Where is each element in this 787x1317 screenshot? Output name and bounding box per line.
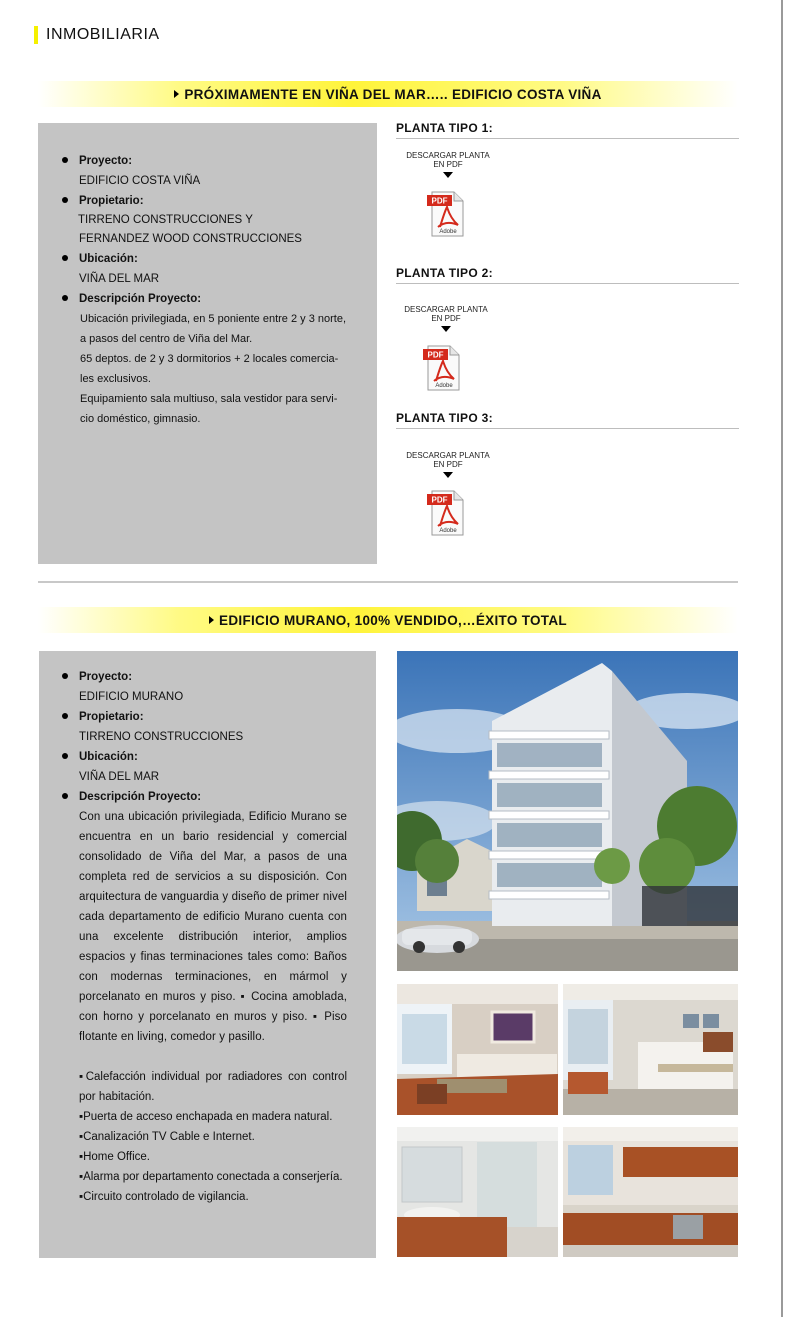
download-text: EN PDF	[433, 160, 463, 169]
murano-descripcion: Con una ubicación privilegiada, Edificio Murano se encuentra en un bario residencial y comercial consolidado de Viña del Mar, a pasos de una completa red de servicios a su disposición. Con arquitectura de vanguardia y diseño de primer nivel cada departamento de edificio Murano cuenta con una excelente distribución interior, amplios espacios y finas terminaciones tales como: Baños con modernas terminaciones, en mármol y porcelanato en muros y piso. ▪ Cocina amoblada, con horno y porcelanato en muros y piso. ▪ Piso flotante en living, comedor y pasillo.	[79, 811, 347, 1043]
costa-desc-line: 65 deptos. de 2 y 3 dormitorios + 2 locales comercia-	[80, 353, 339, 365]
costa-descripcion	[80, 309, 359, 429]
murano-info	[79, 667, 347, 1207]
adobe-label: Adobe	[439, 528, 457, 534]
costa-banner-text: PRÓXIMAMENTE EN VIÑA DEL MAR….. EDIFICIO COSTA VIÑA	[184, 86, 602, 102]
pdf-icon[interactable]	[427, 490, 465, 536]
murano-propietario-label: Propietario:	[79, 707, 347, 727]
murano-banner	[38, 607, 738, 633]
murano-proyecto-label: Proyecto:	[79, 667, 347, 687]
planta-tipo-2-heading: PLANTA TIPO 2:	[396, 266, 739, 284]
costa-desc-line: a pasos del centro de Viña del Mar.	[80, 333, 253, 345]
triangle-right-icon	[209, 616, 214, 624]
kitchen-photo	[563, 1127, 738, 1257]
pdf-label: PDF	[431, 495, 448, 505]
section-divider	[38, 581, 738, 583]
costa-banner	[38, 81, 738, 107]
page-title-text: INMOBILIARIA	[46, 26, 160, 43]
pdf-icon[interactable]	[427, 191, 465, 237]
planta-2-download-label[interactable]	[401, 305, 491, 332]
download-text: EN PDF	[433, 460, 463, 469]
costa-propietario-value-2: FERNANDEZ WOOD CONSTRUCCIONES	[79, 233, 302, 245]
costa-proyecto-value: EDIFICIO COSTA VIÑA	[79, 175, 201, 187]
arrow-down-icon	[443, 472, 453, 478]
pdf-label: PDF	[427, 350, 444, 360]
costa-desc-line: cio doméstico, gimnasio.	[80, 413, 201, 425]
murano-feature: ▪Home Office.	[79, 1151, 150, 1163]
costa-propietario-label: Propietario:	[79, 191, 359, 211]
arrow-down-icon	[441, 326, 451, 332]
title-accent-bar	[34, 26, 38, 44]
living-room-photo	[397, 984, 558, 1115]
pdf-label: PDF	[431, 196, 448, 206]
murano-ubicacion-value: VIÑA DEL MAR	[79, 771, 160, 783]
pdf-icon[interactable]	[423, 345, 461, 391]
adobe-label: Adobe	[435, 383, 453, 389]
bathroom-photo	[397, 1127, 558, 1257]
costa-desc-line: les exclusivos.	[80, 373, 151, 385]
murano-banner-text: EDIFICIO MURANO, 100% VENDIDO,…ÉXITO TOTAL	[219, 612, 567, 628]
page-title	[34, 25, 160, 45]
murano-feature: ▪Puerta de acceso enchapada en madera natural.	[79, 1111, 333, 1123]
bedroom-photo	[563, 984, 738, 1115]
triangle-right-icon	[174, 90, 179, 98]
murano-proyecto-value: EDIFICIO MURANO	[79, 691, 184, 703]
arrow-down-icon	[443, 172, 453, 178]
planta-1-download-label[interactable]	[403, 151, 493, 178]
murano-propietario-value: TIRRENO CONSTRUCCIONES	[79, 731, 244, 743]
costa-desc-line: Ubicación privilegiada, en 5 poniente entre 2 y 3 norte,	[80, 313, 347, 325]
download-text: DESCARGAR PLANTA	[406, 451, 490, 460]
adobe-label: Adobe	[439, 229, 457, 235]
costa-proyecto-label: Proyecto:	[79, 151, 359, 171]
planta-3-download-label[interactable]	[403, 451, 493, 478]
download-text: DESCARGAR PLANTA	[404, 305, 488, 314]
costa-desc-line: Equipamiento sala multiuso, sala vestidor para servi-	[80, 393, 338, 405]
murano-feature: ▪Canalización TV Cable e Internet.	[79, 1131, 255, 1143]
murano-ubicacion-label: Ubicación:	[79, 747, 347, 767]
building-exterior-photo	[397, 651, 738, 971]
costa-propietario-value-1: TIRRENO CONSTRUCCIONES Y	[78, 214, 253, 226]
planta-tipo-1-heading: PLANTA TIPO 1:	[396, 121, 739, 139]
costa-ubicacion-value: VIÑA DEL MAR	[79, 273, 160, 285]
download-text: DESCARGAR PLANTA	[406, 151, 490, 160]
right-border	[781, 0, 783, 1317]
murano-feature: ▪Circuito controlado de vigilancia.	[79, 1191, 249, 1203]
murano-feature: ▪Calefacción individual por radiadores con control por habitación.	[79, 1071, 347, 1103]
murano-feature: ▪Alarma por departamento conectada a conserjería.	[79, 1171, 343, 1183]
download-text: EN PDF	[431, 314, 461, 323]
costa-ubicacion-label: Ubicación:	[79, 249, 359, 269]
murano-descripcion-label: Descripción Proyecto:	[79, 787, 347, 807]
costa-descripcion-label: Descripción Proyecto:	[79, 289, 359, 309]
planta-tipo-3-heading: PLANTA TIPO 3:	[396, 411, 739, 429]
costa-info	[79, 151, 359, 429]
